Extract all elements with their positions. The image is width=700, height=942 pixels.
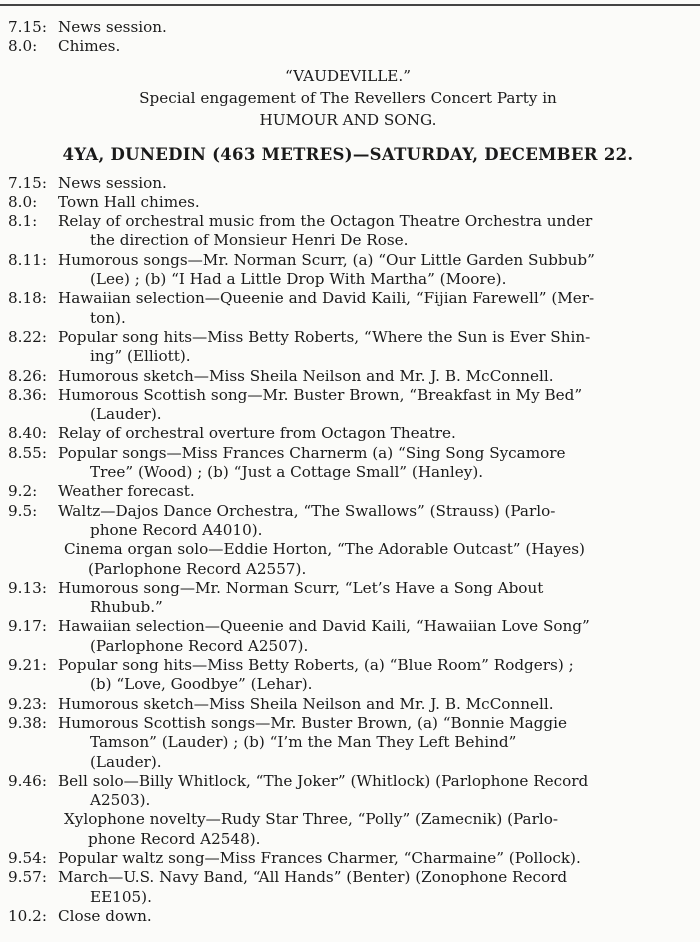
banner-title: “VAUDEVILLE.” xyxy=(285,66,411,85)
entry-time: 7.15: xyxy=(8,18,47,36)
entry-text: News session. xyxy=(58,18,167,36)
programme-entry xyxy=(8,772,688,811)
station-heading: 4YA, DUNEDIN (463 METRES)—SATURDAY, DECEMBER 22. xyxy=(62,144,634,164)
entry-text xyxy=(58,386,688,425)
entry-time: 8.55: xyxy=(8,443,47,462)
entry-time: 8.40: xyxy=(8,424,47,443)
programme-entry xyxy=(8,714,688,772)
entry-text xyxy=(58,424,688,443)
entry-time: 9.5: xyxy=(8,501,38,520)
programme-entry xyxy=(8,289,688,328)
entry-continuation: (Lauder). xyxy=(90,405,162,424)
programme-entry xyxy=(8,18,688,37)
entry-continuation: Tamson” (Lauder) ; (b) “I’m the Man They Left Behind” xyxy=(90,733,517,752)
entry-text xyxy=(58,328,688,367)
entry-continuation: (Parlophone Record A2557). xyxy=(88,559,307,578)
entry-line: Close down. xyxy=(58,906,152,925)
entry-text xyxy=(58,212,688,251)
entry-line: Humorous songs—Mr. Norman Scurr, (a) “Our Little Garden Subbub” xyxy=(58,250,595,269)
programme-list xyxy=(8,174,688,927)
entry-line: March—U.S. Navy Band, “All Hands” (Benter) (Zonophone Record xyxy=(58,868,568,887)
programme-entry xyxy=(8,579,688,618)
entry-line: Popular song hits—Miss Betty Roberts, “Where the Sun is Ever Shin- xyxy=(58,327,591,346)
programme-entry xyxy=(8,367,688,386)
entry-line: Cinema organ solo—Eddie Horton, “The Adorable Outcast” (Hayes) xyxy=(64,540,585,559)
entry-time: 8.26: xyxy=(8,366,47,385)
entry-time: 7.15: xyxy=(8,173,47,192)
entry-line: Humorous Scottish songs—Mr. Buster Brown, (a) “Bonnie Maggie xyxy=(58,713,567,732)
entry-text xyxy=(58,868,688,907)
entry-text xyxy=(58,289,688,328)
entry-line: Xylophone novelty—Rudy Star Three, “Polly” (Zamecnik) (Parlo- xyxy=(64,810,558,829)
entry-time: 8.11: xyxy=(8,250,47,269)
entry-line: Town Hall chimes. xyxy=(58,192,200,211)
entry-continuation: phone Record A2548). xyxy=(88,829,261,848)
entry-time: 8.36: xyxy=(8,385,47,404)
programme-entry xyxy=(8,907,688,926)
entry-line: Popular waltz song—Miss Frances Charmer, “Charmaine” (Pollock). xyxy=(58,848,581,867)
programme-entry xyxy=(8,849,688,868)
entry-time: 9.13: xyxy=(8,578,47,597)
entry-line: Hawaiian selection—Queenie and David Kaili, “Fijian Farewell” (Mer- xyxy=(58,289,595,308)
entry-text xyxy=(58,617,688,656)
entry-line: Humorous Scottish song—Mr. Buster Brown, “Breakfast in My Bed” xyxy=(58,385,583,404)
entry-text xyxy=(58,849,688,868)
entry-continuation: ing” (Elliott). xyxy=(90,347,191,366)
entry-line: Weather forecast. xyxy=(58,482,195,501)
programme-entry xyxy=(8,212,688,251)
entry-time: 9.2: xyxy=(8,482,38,501)
entry-time: 9.46: xyxy=(8,771,47,790)
entry-text xyxy=(58,251,688,290)
programme-entry xyxy=(8,482,688,501)
banner xyxy=(8,65,688,131)
programme-entry xyxy=(8,502,688,541)
programme-entry xyxy=(8,193,688,212)
entry-line: Popular songs—Miss Frances Charnerm (a) “Sing Song Sycamore xyxy=(58,443,566,462)
entry-time: 9.57: xyxy=(8,868,47,887)
entry-text xyxy=(58,907,688,926)
entry-continuation: A2503). xyxy=(90,791,151,810)
programme-entry xyxy=(8,174,688,193)
entry-time: 10.2: xyxy=(8,906,47,925)
entry-text xyxy=(58,502,688,541)
entry-time: 8.0: xyxy=(8,192,38,211)
entry-line: Humorous song—Mr. Norman Scurr, “Let’s Have a Song About xyxy=(58,578,544,597)
entry-line: Bell solo—Billy Whitlock, “The Joker” (Whitlock) (Parlophone Record xyxy=(58,771,589,790)
banner-line: Special engagement of The Revellers Concert Party in xyxy=(139,88,557,107)
programme-entry xyxy=(8,37,688,56)
entry-line: Relay of orchestral music from the Octagon Theatre Orchestra under xyxy=(58,212,593,231)
entry-line: Relay of orchestral overture from Octagon Theatre. xyxy=(58,424,456,443)
programme-entry xyxy=(8,695,688,714)
entry-time: 9.54: xyxy=(8,848,47,867)
entry-time: 9.17: xyxy=(8,617,47,636)
entry-text xyxy=(58,482,688,501)
entry-continuation: phone Record A4010). xyxy=(90,520,263,539)
entry-continuation: (Parlophone Record A2507). xyxy=(90,636,309,655)
entry-line: Humorous sketch—Miss Sheila Neilson and Mr. J. B. McConnell. xyxy=(58,366,554,385)
entry-continuation: Rhubub.” xyxy=(90,598,163,617)
entry-text xyxy=(58,579,688,618)
programme-entry xyxy=(8,810,688,849)
programme-entry xyxy=(8,328,688,367)
programme-page xyxy=(8,18,688,926)
entry-text xyxy=(64,810,688,849)
entry-text xyxy=(58,772,688,811)
programme-entry xyxy=(8,868,688,907)
entry-text xyxy=(58,174,688,193)
entry-time: 8.0: xyxy=(8,37,38,56)
entry-text xyxy=(64,540,688,579)
entry-text: Chimes. xyxy=(58,37,121,56)
entry-text xyxy=(58,656,688,695)
entry-text xyxy=(58,714,688,772)
entry-text xyxy=(58,444,688,483)
header-programme xyxy=(8,18,688,57)
programme-entry xyxy=(8,424,688,443)
programme-entry xyxy=(8,617,688,656)
entry-continuation: (Lee) ; (b) “I Had a Little Drop With Martha” (Moore). xyxy=(90,270,507,289)
entry-continuation: Tree” (Wood) ; (b) “Just a Cottage Small” (Hanley). xyxy=(90,463,484,482)
entry-continuation: (b) “Love, Goodbye” (Lehar). xyxy=(90,675,313,694)
entry-line: Hawaiian selection—Queenie and David Kaili, “Hawaiian Love Song” xyxy=(58,617,590,636)
entry-line: Humorous sketch—Miss Sheila Neilson and Mr. J. B. McConnell. xyxy=(58,694,554,713)
programme-entry xyxy=(8,540,688,579)
programme-entry xyxy=(8,251,688,290)
entry-time: 8.18: xyxy=(8,289,47,308)
entry-line: News session. xyxy=(58,173,167,192)
entry-continuation: the direction of Monsieur Henri De Rose. xyxy=(90,231,409,250)
entry-text xyxy=(58,695,688,714)
entry-time: 8.22: xyxy=(8,327,47,346)
banner-line: HUMOUR AND SONG. xyxy=(259,110,437,129)
entry-text xyxy=(58,367,688,386)
entry-time: 9.38: xyxy=(8,713,47,732)
entry-time: 9.23: xyxy=(8,694,47,713)
entry-continuation: EE105). xyxy=(90,887,152,906)
entry-line: Popular song hits—Miss Betty Roberts, (a) “Blue Room” Rodgers) ; xyxy=(58,656,574,675)
entry-line: Waltz—Dajos Dance Orchestra, “The Swallows” (Strauss) (Parlo- xyxy=(58,501,556,520)
programme-entry xyxy=(8,656,688,695)
entry-time: 9.21: xyxy=(8,656,47,675)
entry-text xyxy=(58,193,688,212)
entry-continuation: (Lauder). xyxy=(90,752,162,771)
top-rule xyxy=(0,4,700,6)
entry-continuation: ton). xyxy=(90,308,126,327)
entry-time: 8.1: xyxy=(8,212,38,231)
programme-entry xyxy=(8,386,688,425)
programme-entry xyxy=(8,444,688,483)
